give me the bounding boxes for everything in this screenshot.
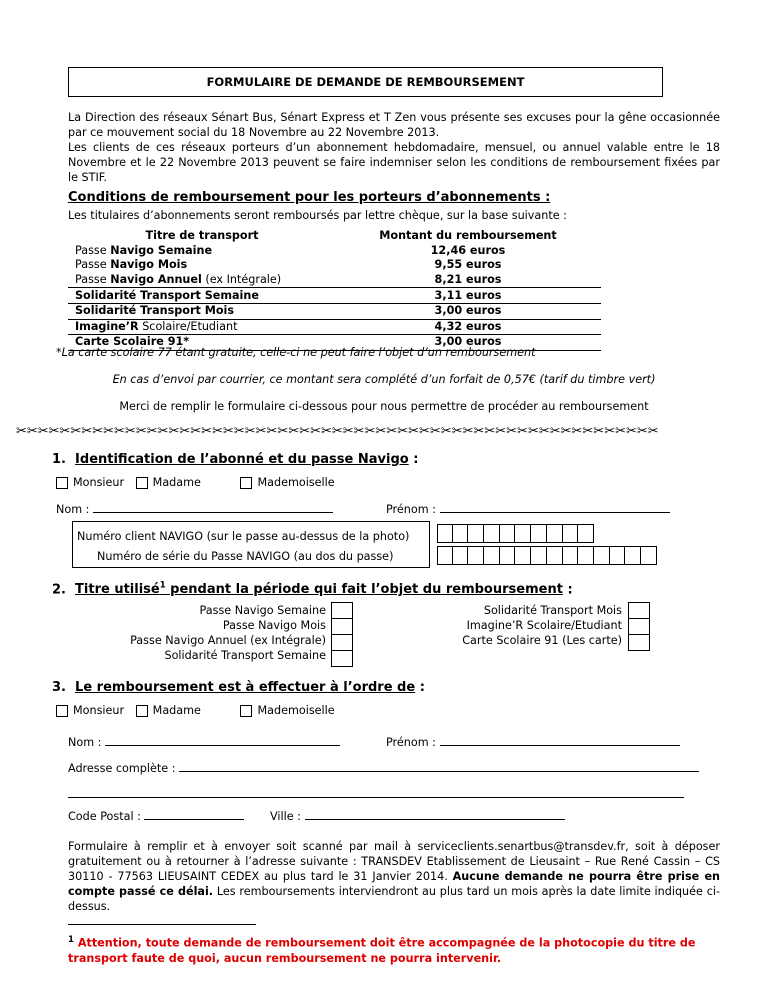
section1-nom-field[interactable]: Nom : (56, 500, 333, 516)
address-line-2[interactable] (68, 785, 684, 798)
note-carte-77: *La carte scolaire 77 étant gratuite, celle-ci ne peut faire l’objet d’un remboursement (56, 346, 536, 359)
option-navigo-annuel: Passe Navigo Annuel (ex Intégrale) (130, 634, 326, 647)
section2-heading: 2. Titre utilisé$^1$ pendant la période qui fait l’objet du remboursement : (52, 581, 573, 598)
send-instructions: Formulaire à remplir et à envoyer soit scanné par mail à serviceclients.senartbus@transdev.fr, soit à déposer gratuitement ou à retourner à l’adresse suivante : TRANSDEV Etablissement de Lieusaint – Rue René Cassin – CS 30110 - 77563 LIEUSAINT CEDEX au plus tard le 31 Janvier 2014. Aucune demande ne pourra être prise en compte passé ce délai. Les remboursements interviendront au plus tard un mois après la date limite indiquée ci-dessus. (68, 840, 721, 913)
navigo-labels-box (72, 521, 430, 568)
right-options (400, 603, 622, 648)
table-row: Carte Scolaire 91* 3,00 euros (68, 335, 601, 351)
address-field[interactable]: Adresse complète : (68, 759, 699, 775)
table-row: Solidarité Transport Mois 3,00 euros (68, 303, 601, 319)
city-field[interactable]: Ville : (270, 807, 565, 823)
intro-text (68, 110, 720, 185)
option-carte-scolaire-91: Carte Scolaire 91 (Les carte) (462, 634, 622, 647)
option-solidarite-mois: Solidarité Transport Mois (483, 604, 622, 617)
tariff-table (68, 229, 601, 351)
checkbox-imagine-r[interactable] (628, 618, 650, 635)
footnote: $^1$ Attention, toute demande de remboursement doit être accompagnée de la photocopie du titre de transport faute de quoi, aucun remboursement ne pourra intervenir. (68, 935, 696, 965)
checkbox-navigo-mois[interactable] (331, 618, 353, 635)
left-options (100, 603, 326, 663)
checkbox-square-icon[interactable] (240, 705, 252, 717)
scissors-cut-line: ✂✂✂✂✂✂✂✂✂✂✂✂✂✂✂✂✂✂✂✂✂✂✂✂✂✂✂✂✂✂✂✂✂✂✂✂✂✂✂✂✂✂✂✂✂✂✂✂✂✂✂✂✂✂✂✂✂✂✂ (16, 424, 659, 439)
forfait-note: En cas d’envoi par courrier, ce montant sera complété d’un forfait de 0,57€ (tarif du timbre vert) (112, 373, 656, 386)
table-row: Passe Navigo Mois 9,55 euros (75, 258, 502, 272)
section1-heading: 1. Identification de l’abonné et du passe Navigo : (52, 452, 419, 467)
merci-text: Merci de remplir le formulaire ci-dessous pour nous permettre de procéder au remboursement (119, 400, 649, 413)
checkbox-carte-scolaire-91[interactable] (628, 634, 650, 651)
checkbox-madame[interactable]: Madame (136, 476, 201, 489)
option-navigo-semaine: Passe Navigo Semaine (199, 604, 326, 617)
checkbox-square-icon[interactable] (56, 705, 68, 717)
checkbox-solidarite-mois[interactable] (628, 602, 650, 619)
client-number-label: Numéro client NAVIGO (sur le passe au-dessus de la photo) (77, 530, 410, 543)
intro-paragraph-1: La Direction des réseaux Sénart Bus, Sénart Express et T Zen vous présente ses excuses pour la gêne occasionnée par ce mouvement social du 18 Novembre au 22 Novembre 2013. (68, 111, 720, 139)
form-title (68, 67, 663, 97)
section3-civility (56, 704, 335, 720)
section3-nom-field[interactable]: Nom : (68, 733, 340, 749)
option-imagine-r: Imagine’R Scolaire/Etudiant (466, 619, 622, 632)
checkbox-navigo-semaine[interactable] (331, 602, 353, 619)
checkbox-mademoiselle[interactable]: Mademoiselle (240, 704, 334, 717)
serial-number-cells[interactable] (437, 546, 657, 565)
checkbox-solidarite-semaine[interactable] (331, 650, 353, 667)
client-number-cells[interactable] (437, 524, 594, 543)
section3-prenom-field[interactable]: Prénom : (386, 733, 680, 749)
section1-prenom-field[interactable]: Prénom : (386, 500, 670, 516)
postal-code-field[interactable]: Code Postal : (68, 807, 244, 823)
conditions-subtitle: Les titulaires d’abonnements seront remboursés par lettre chèque, sur la base suivante : (68, 209, 567, 222)
section3-heading: 3. Le remboursement est à effectuer à l’ordre de : (52, 680, 425, 695)
checkbox-square-icon[interactable] (136, 705, 148, 717)
table-row: Passe Navigo Semaine 12,46 euros (75, 243, 506, 257)
conditions-heading: Conditions de remboursement pour les porteurs d’abonnements : (68, 190, 551, 205)
checkbox-square-icon[interactable] (136, 477, 148, 489)
checkbox-mademoiselle[interactable]: Mademoiselle (240, 476, 334, 489)
intro-paragraph-2: Les clients de ces réseaux porteurs d’un abonnement hebdomadaire, mensuel, ou annuel valable entre le 18 Novembre et le 22 Novembre 2013 peuvent se faire indemniser selon les conditions de remboursement fixées par le STIF. (68, 141, 720, 184)
serial-number-label: Numéro de série du Passe NAVIGO (au dos du passe) (97, 550, 394, 563)
checkbox-navigo-annuel[interactable] (331, 634, 353, 651)
form-title-text: FORMULAIRE DE DEMANDE DE REMBOURSEMENT (206, 75, 525, 89)
col-title-header: Titre de transport (145, 229, 259, 243)
checkbox-square-icon[interactable] (240, 477, 252, 489)
checkbox-monsieur[interactable]: Monsieur (56, 476, 124, 489)
section1-civility (56, 476, 335, 492)
checkbox-square-icon[interactable] (56, 477, 68, 489)
checkbox-madame[interactable]: Madame (136, 704, 201, 717)
table-row: Passe Navigo Annuel (ex Intégrale) 8,21 euros (75, 273, 502, 287)
footnote-separator (68, 924, 256, 925)
checkbox-monsieur[interactable]: Monsieur (56, 704, 124, 717)
option-solidarite-semaine: Solidarité Transport Semaine (164, 649, 326, 662)
table-row: Imagine’R Scolaire/Etudiant 4,32 euros (68, 319, 601, 335)
table-row: Solidarité Transport Semaine 3,11 euros (68, 288, 601, 304)
option-navigo-mois: Passe Navigo Mois (222, 619, 326, 632)
col-amount-header: Montant du remboursement (379, 229, 557, 243)
